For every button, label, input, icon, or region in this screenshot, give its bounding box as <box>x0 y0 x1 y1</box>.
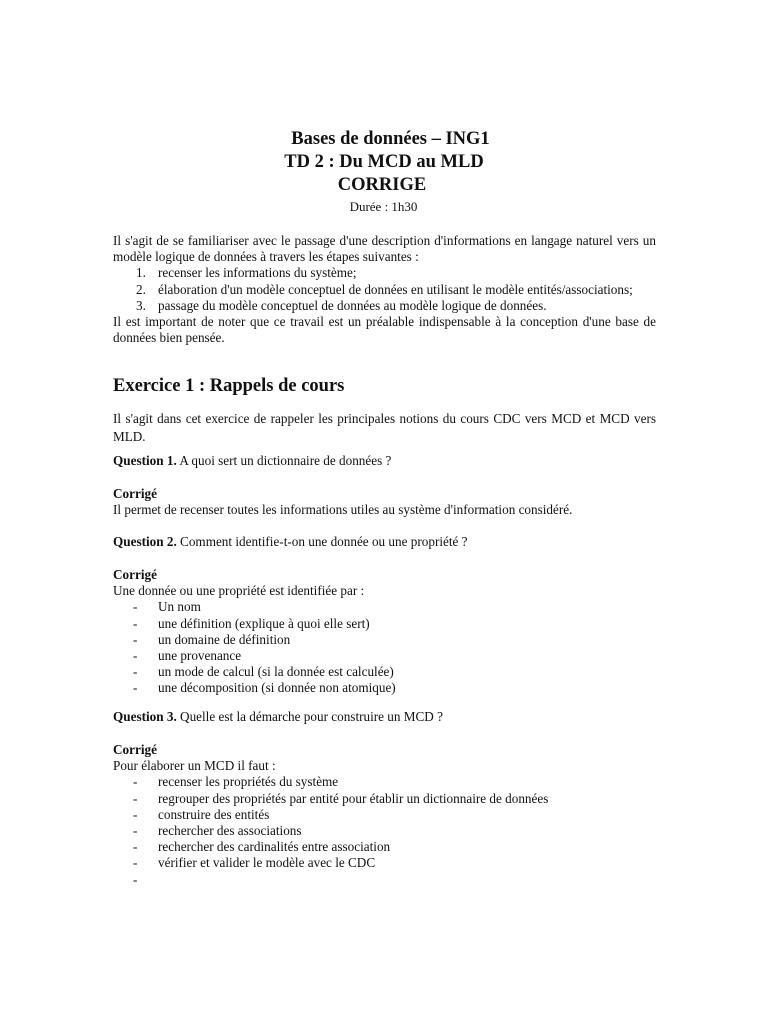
question-1 <box>113 453 656 469</box>
duration-label: Durée : 1h30 <box>349 199 418 214</box>
corrige-label: Corrigé <box>113 742 157 757</box>
step-number: 1. <box>136 265 146 281</box>
list-item <box>113 599 656 615</box>
step-number: 3. <box>136 297 146 313</box>
list-item-text: une définition (explique à quoi elle sert) <box>158 615 370 631</box>
list-item-text: construire des entités <box>158 806 270 822</box>
list-item <box>113 839 656 855</box>
list-item <box>113 680 656 696</box>
list-item <box>113 648 656 664</box>
step-item <box>113 265 656 281</box>
dash-bullet: - <box>133 648 138 664</box>
list-item-text: une provenance <box>158 648 242 664</box>
document-title: Bases de données – ING1 <box>291 129 490 149</box>
dash-bullet: - <box>133 855 138 871</box>
list-item <box>113 791 656 807</box>
identification-list <box>113 599 656 696</box>
question-label: Question 2. <box>113 534 177 549</box>
list-item-text: vérifier et valider le modèle avec le CDC <box>158 855 376 871</box>
intro-section <box>113 233 656 346</box>
question-3 <box>113 709 656 725</box>
steps-list <box>113 265 656 314</box>
dash-bullet: - <box>133 823 138 839</box>
question-text: Comment identifie-t-on une donnée ou une propriété ? <box>180 534 468 549</box>
list-item-text: un mode de calcul (si la donnée est calculée) <box>158 664 394 680</box>
intro-paragraph: Il s'agit de se familiariser avec le passage d'une description d'informations en langage naturel vers un modèle logique de données à travers les étapes suivantes : <box>113 233 656 265</box>
list-item-text: rechercher des associations <box>158 823 302 839</box>
dash-bullet: - <box>133 806 138 822</box>
answer-text: Une donnée ou une propriété est identifiée par : <box>113 583 365 599</box>
step-item <box>113 282 656 298</box>
corrige-label: Corrigé <box>113 486 157 501</box>
list-item <box>113 774 656 790</box>
title-block <box>113 128 656 216</box>
question-text: A quoi sert un dictionnaire de données ? <box>179 453 392 468</box>
question-label: Question 1. <box>113 453 177 468</box>
answer-text: Il permet de recenser toutes les informations utiles au système d'information considéré. <box>113 502 573 518</box>
list-item-text: un domaine de définition <box>158 631 291 647</box>
step-text: recenser les informations du système; <box>158 265 357 281</box>
list-item <box>113 616 656 632</box>
dash-bullet: - <box>133 599 138 615</box>
answer-text: Pour élaborer un MCD il faut : <box>113 758 276 774</box>
step-item <box>113 298 656 314</box>
list-item-text: Un nom <box>158 599 201 615</box>
corrige-2 <box>113 567 656 697</box>
corrige-1 <box>113 486 656 518</box>
dash-bullet: - <box>133 774 138 790</box>
list-item-text: une décomposition (si donnée non atomique) <box>158 680 396 696</box>
corrige-heading: CORRIGE <box>337 175 427 195</box>
list-item-text: rechercher des cardinalités entre association <box>158 839 391 855</box>
intro-closing: Il est important de noter que ce travail est un préalable indispensable à la conception d'une base de données bien pensée. <box>113 314 656 346</box>
dash-bullet: - <box>133 664 138 680</box>
dash-bullet: - <box>133 871 138 887</box>
dash-bullet: - <box>133 680 138 696</box>
exercise-title: Exercice 1 : Rappels de cours <box>113 376 345 396</box>
list-item <box>113 855 656 871</box>
document-page <box>113 0 656 1024</box>
dash-bullet: - <box>133 839 138 855</box>
dash-bullet: - <box>133 631 138 647</box>
list-item-text: regrouper des propriétés par entité pour établir un dictionnaire de données <box>158 790 549 806</box>
question-2 <box>113 534 656 550</box>
list-item <box>113 872 656 888</box>
step-text: élaboration d'un modèle conceptuel de données en utilisant le modèle entités/associations; <box>158 281 633 297</box>
list-item <box>113 664 656 680</box>
dash-bullet: - <box>133 615 138 631</box>
document-subtitle: TD 2 : Du MCD au MLD <box>284 152 484 172</box>
corrige-label: Corrigé <box>113 567 157 582</box>
list-item-text: recenser les propriétés du système <box>158 774 339 790</box>
mcd-steps-list <box>113 774 656 887</box>
step-text: passage du modèle conceptuel de données au modèle logique de données. <box>158 297 547 313</box>
question-label: Question 3. <box>113 709 177 724</box>
step-number: 2. <box>136 281 146 297</box>
exercise-intro: Il s'agit dans cet exercice de rappeler les principales notions du cours CDC vers MCD et MCD vers MLD. <box>113 411 656 444</box>
question-text: Quelle est la démarche pour construire un MCD ? <box>180 709 443 724</box>
list-item <box>113 823 656 839</box>
list-item <box>113 632 656 648</box>
corrige-3 <box>113 742 656 888</box>
dash-bullet: - <box>133 790 138 806</box>
list-item <box>113 807 656 823</box>
